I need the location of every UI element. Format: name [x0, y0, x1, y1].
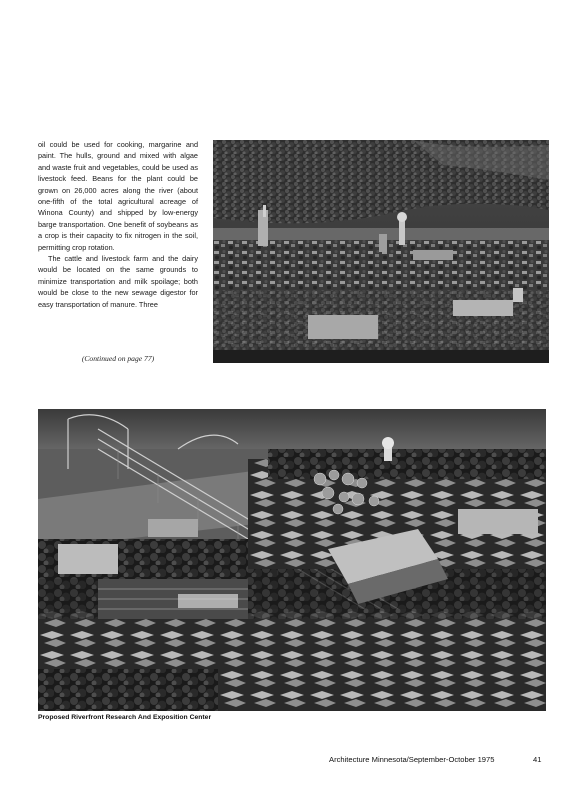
- article-text-column: [38, 139, 198, 310]
- article-paragraph-2: The cattle and livestock farm and the dairy would be located on the same grounds to minimize transportation and milk spoilage; both would be close to the new sewage digestor for easy transportation of manure. Three: [38, 254, 198, 309]
- footer-publication: Architecture Minnesota/September-October 1975: [329, 755, 495, 764]
- model-photo-caption: Proposed Riverfront Research And Exposition Center: [38, 714, 212, 721]
- article-paragraph-1: oil could be used for cooking, margarine and paint. The hulls, ground and mixed with algae and waste fruit and vegetables, could be used as livestock feed. Beans for the plant could be grown on 26,000 acres along the river (about one-fifth of the total agricultural acreage of Winona County) and shipped by low-energy barge transportation. One benefit of soybeans as a crop is their capacity to fix nitrogen in the soil, permitting crop rotation.: [38, 140, 198, 252]
- page-number: 41: [533, 755, 542, 764]
- architectural-model-photo: [38, 409, 546, 711]
- continued-note: (Continued on page 77): [81, 354, 155, 363]
- aerial-town-photo: [213, 140, 549, 363]
- aerial-town-illustration: [213, 140, 549, 363]
- model-illustration: [38, 409, 546, 711]
